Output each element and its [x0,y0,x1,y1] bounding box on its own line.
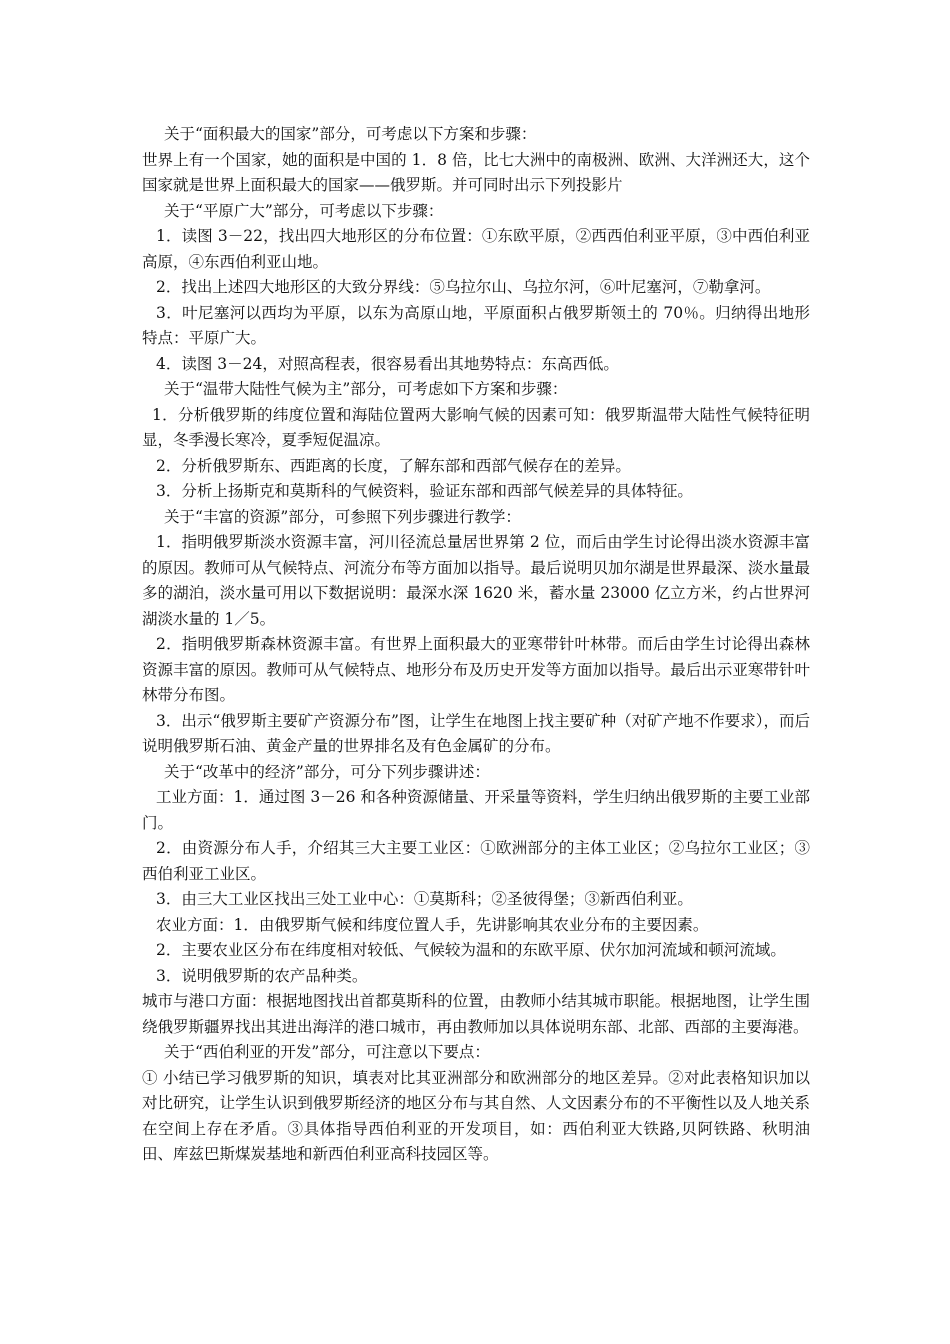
step-item: 3．由三大工业区找出三处工业中心：①莫斯科；②圣彼得堡；③新西伯利亚。 [156,890,693,908]
step-item: 2．由资源分布人手，介绍其三大主要工业区：①欧洲部分的主体工业区；②乌拉尔工业区；③西伯利亚工业区。 [142,839,810,883]
step-item: 1．指明俄罗斯淡水资源丰富，河川径流总量居世界第 2 位，而后由学生讨论得出淡水资源丰富的原因。教师可从气候特点、河流分布等方面加以指导。最后说明贝加尔湖是世界最深、淡水量最多的湖泊，淡水量可用以下数据说明：最深水深 1620 米，蓄水量 23000 亿立方米，约占世界河湖淡水量的 1／5。 [142,533,810,628]
step-item: 2．分析俄罗斯东、西距离的长度，了解东部和西部气候存在的差异。 [156,456,631,475]
step-item: 4．读图 3－24，对照高程表，很容易看出其地势特点：东高西低。 [156,354,619,373]
step-item: 工业方面：1．通过图 3－26 和各种资源储量、开采量等资料，学生归纳出俄罗斯的主要工业部门。 [142,788,810,832]
step-item: 1．读图 3－22，找出四大地形区的分布位置：①东欧平原，②西西伯利亚平原，③中西伯利亚高原，④东西伯利亚山地。 [142,227,810,271]
section-intro-plains: 关于“平原广大”部分，可考虑以下步骤： [164,201,444,220]
step-item: 3．说明俄罗斯的农产品种类。 [156,966,368,985]
section-intro-economy: 关于“改革中的经济”部分，可分下列步骤讲述： [164,762,490,781]
step-item: 2．指明俄罗斯森林资源丰富。有世界上面积最大的亚寒带针叶林带。而后由学生讨论得出森林资源丰富的原因。教师可从气候特点、地形分布及历史开发等方面加以指导。最后出示亚寒带针叶林带分布图。 [142,635,810,704]
section-intro-climate: 关于“温带大陆性气候为主”部分，可考虑如下方案和步骤： [164,380,568,398]
document-body [142,122,810,1168]
step-item: 2．找出上述四大地形区的大致分界线：⑤乌拉尔山、乌拉尔河，⑥叶尼塞河，⑦勒拿河。 [156,278,771,296]
step-item: 农业方面：1．由俄罗斯气候和纬度位置人手，先讲影响其农业分布的主要因素。 [156,915,709,934]
section-intro-largest-country: 关于“面积最大的国家”部分，可考虑以下方案和步骤： [164,125,537,143]
paragraph: 城市与港口方面：根据地图找出首都莫斯科的位置，由教师小结其城市职能。根据地图，让学生围绕俄罗斯疆界找出其进出海洋的港口城市，再由教师加以具体说明东部、北部、西部的主要海港。 [142,992,810,1036]
paragraph: 世界上有一个国家，她的面积是中国的 1．8 倍，比七大洲中的南极洲、欧洲、大洋洲还大，这个国家就是世界上面积最大的国家——俄罗斯。并可同时出示下列投影片 [142,150,810,194]
step-item: 3．分析上扬斯克和莫斯科的气候资料，验证东部和西部气候差异的具体特征。 [156,482,693,500]
section-intro-siberia: 关于“西伯利亚的开发”部分，可注意以下要点： [164,1043,490,1061]
paragraph: ① 小结已学习俄罗斯的知识，填表对比其亚洲部分和欧洲部分的地区差异。②对此表格知识加以对比研究，让学生认识到俄罗斯经济的地区分布与其自然、人文因素分布的不平衡性以及人地关系在空间上存在矛盾。③具体指导西伯利亚的开发项目，如：西伯利亚大铁路,贝阿铁路、秋明油田、库兹巴斯煤炭基地和新西伯利亚高科技园区等。 [142,1068,810,1163]
step-item: 3．叶尼塞河以西均为平原，以东为高原山地，平原面积占俄罗斯领土的 70％。归纳得出地形特点：平原广大。 [142,303,810,347]
step-item: 2．主要农业区分布在纬度相对较低、气候较为温和的东欧平原、伏尔加河流域和顿河流域。 [156,941,786,959]
step-item: 1．分析俄罗斯的纬度位置和海陆位置两大影响气候的因素可知：俄罗斯温带大陆性气候特征明显，冬季漫长寒冷，夏季短促温凉。 [142,405,810,449]
section-intro-resources: 关于“丰富的资源”部分，可参照下列步骤进行教学： [164,507,521,526]
step-item: 3．出示“俄罗斯主要矿产资源分布”图，让学生在地图上找主要矿种（对矿产地不作要求），而后说明俄罗斯石油、黄金产量的世界排名及有色金属矿的分布。 [142,711,810,755]
